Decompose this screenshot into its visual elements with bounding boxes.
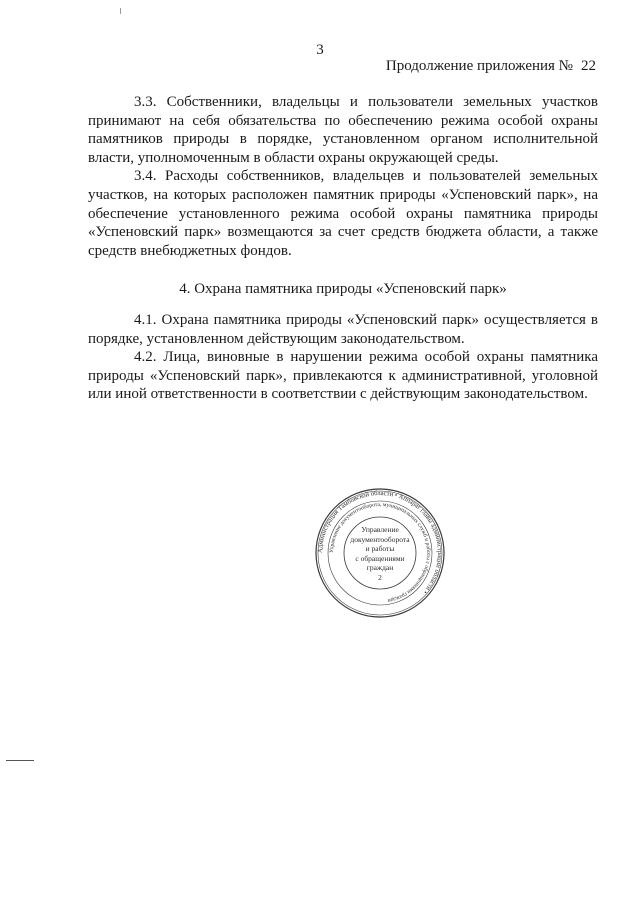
paragraph-4-1: 4.1. Охрана памятника природы «Успеновский парк» осуществляется в порядке, установленном действующим законодательством. bbox=[88, 311, 598, 347]
seal-inner-textpath: Управление документооборота, муниципальных служб и работы с обращениями граждан bbox=[328, 501, 432, 604]
paragraph-4-2: 4.2. Лица, виновные в нарушении режима особой охраны памятника природы «Успеновский парк», привлекаются к административной, уголовной или иной ответственности в соответствии с действующим законодательством. bbox=[88, 349, 598, 403]
seal-center-line: документооборота bbox=[350, 534, 410, 544]
appendix-number: 22 bbox=[581, 58, 596, 74]
paragraph-3-3: 3.3. Собственники, владельцы и пользователи земельных участков принимают на себя обязательства по обеспечению режима особой охраны памятников природы в порядке, установленном органом исполнительной власти, уполномоченным в области охраны окружающей среды. bbox=[88, 94, 598, 166]
scan-artifact-left bbox=[6, 760, 34, 761]
seal-center-line: Управление bbox=[361, 525, 399, 534]
seal-outer-textpath: Администрация Тамбовской области • Аппарат главы администрации области • bbox=[316, 489, 444, 596]
seal-center-text bbox=[348, 525, 412, 582]
continuation-label: Продолжение приложения № bbox=[385, 58, 573, 74]
section-4-heading: 4. Охрана памятника природы «Успеновский парк» bbox=[179, 281, 507, 298]
document-body bbox=[88, 93, 598, 404]
page-number: 3 bbox=[316, 42, 324, 58]
official-seal bbox=[314, 487, 446, 619]
paragraph-3-4: 3.4. Расходы собственников, владельцев и пользователей земельных участков, на которых расположен памятник природы «Успеновский парк», на обеспечение установленного режима особой охраны памятника природы «Успеновский парк» возмещаются за счет средств бюджета области, а также средств внебюджетных фондов. bbox=[88, 168, 598, 259]
continuation-header bbox=[386, 58, 596, 75]
seal-center-line: с обращениями bbox=[355, 553, 405, 563]
scan-artifact-top bbox=[120, 8, 121, 14]
seal-number: 2 bbox=[378, 572, 382, 582]
seal-center-line: граждан bbox=[366, 563, 394, 572]
seal-center-line: и работы bbox=[365, 544, 395, 553]
